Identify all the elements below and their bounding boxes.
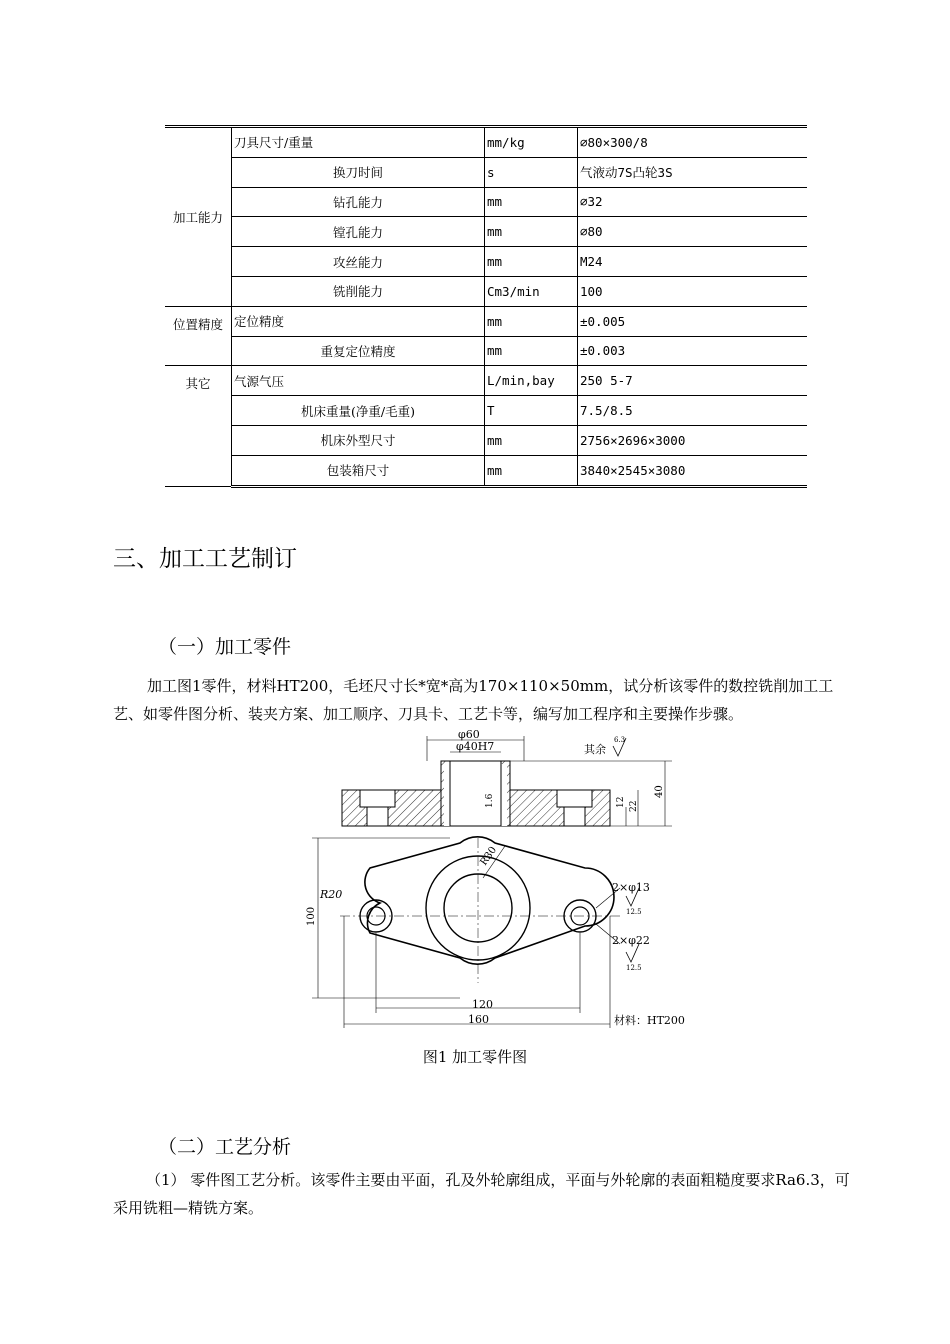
value-cell: ∅32	[578, 187, 808, 217]
dim-label: R20	[320, 888, 343, 901]
hole-right	[564, 807, 585, 826]
boss-circle	[426, 856, 530, 960]
hole-label: 2×φ22	[612, 934, 650, 947]
table-row	[165, 217, 807, 247]
hole-left	[367, 807, 388, 826]
item-cell: 刀具尺寸/重量	[232, 127, 485, 158]
analysis-paragraph: （1） 零件图工艺分析。该零件主要由平面，孔及外轮廓组成，平面与外轮廓的表面粗糙度要求Ra6.3，可采用铣粗—精铣方案。	[113, 1171, 850, 1217]
material-label: 材料：HT200	[614, 1014, 685, 1027]
dim-label: R30	[478, 844, 500, 868]
dim-label: 100	[306, 906, 317, 926]
table-row	[165, 336, 807, 366]
group-label: 加工能力	[172, 209, 223, 225]
roughness-label: 12.5	[626, 964, 642, 972]
item-cell: 攻丝能力	[232, 247, 485, 277]
group-label: 位置精度	[172, 316, 223, 332]
item-cell: 包装箱尺寸	[232, 455, 485, 486]
value-cell: 250 5-7	[578, 366, 808, 396]
item-cell: 镗孔能力	[232, 217, 485, 247]
dim-label: φ40H7	[456, 740, 495, 753]
subsection-title-part: （一）加工零件	[158, 636, 292, 658]
unit-cell: mm	[485, 306, 578, 336]
bore-hole	[450, 761, 501, 826]
group-label: 其它	[185, 376, 211, 392]
unit-cell: mm	[485, 455, 578, 486]
value-cell: M24	[578, 247, 808, 277]
item-cell: 定位精度	[232, 306, 485, 336]
unit-cell: T	[485, 396, 578, 426]
dim-label: 120	[472, 998, 493, 1011]
table-row	[165, 247, 807, 277]
figure-caption: 图1 加工零件图	[422, 1048, 528, 1066]
group-cell-other	[165, 366, 232, 486]
table-row	[165, 455, 807, 486]
unit-cell: s	[485, 157, 578, 187]
value-cell: 3840×2545×3080	[578, 455, 808, 486]
value-cell: 气液动7S凸轮3S	[578, 157, 808, 187]
value-cell: ∅80	[578, 217, 808, 247]
value-cell: ±0.003	[578, 336, 808, 366]
table-row	[165, 396, 807, 426]
value-cell: 7.5/8.5	[578, 396, 808, 426]
value-cell: ∅80×300/8	[578, 127, 808, 158]
unit-cell: mm	[485, 336, 578, 366]
roughness-label: 12.5	[626, 908, 642, 916]
unit-cell: mm	[485, 217, 578, 247]
value-cell: 100	[578, 276, 808, 306]
value-cell: ±0.005	[578, 306, 808, 336]
unit-cell: L/min,bay	[485, 366, 578, 396]
counterbore-right	[557, 790, 592, 807]
part-description-paragraph: 加工图1零件，材料HT200，毛坯尺寸长*宽*高为170×110×50mm，试分析该零件的数控铣削加工工艺、如零件图分析、装夹方案、加工顺序、刀具卡、工艺卡等，编写加工程序和主要操作步骤。	[113, 677, 834, 723]
unit-cell: Cm3/min	[485, 276, 578, 306]
item-cell: 气源气压	[232, 366, 485, 396]
table-row	[165, 366, 807, 396]
value-cell: 2756×2696×3000	[578, 425, 808, 455]
group-cell-machining	[165, 127, 232, 307]
unit-cell: mm/kg	[485, 127, 578, 158]
item-cell: 铣削能力	[232, 276, 485, 306]
roughness-label: 1.6	[485, 793, 495, 808]
dim-label: 40	[654, 785, 665, 798]
subsection-title-analysis: （二）工艺分析	[158, 1136, 292, 1158]
item-cell: 机床重量(净重/毛重)	[232, 396, 485, 426]
item-cell: 重复定位精度	[232, 336, 485, 366]
table-row	[165, 276, 807, 306]
part-drawing	[300, 728, 700, 1038]
spec-table	[165, 125, 807, 488]
unit-cell: mm	[485, 187, 578, 217]
roughness-label: 6.3	[614, 736, 626, 744]
note-label: 其余	[584, 743, 606, 756]
dim-label: 160	[468, 1013, 489, 1026]
section-title: 三、加工工艺制订	[113, 546, 297, 572]
hole-label: 2×φ13	[612, 881, 650, 894]
table-row	[165, 157, 807, 187]
table-row	[165, 187, 807, 217]
unit-cell: mm	[485, 247, 578, 277]
dim-label: 12	[616, 796, 626, 808]
item-cell: 换刀时间	[232, 157, 485, 187]
group-cell-position	[165, 306, 232, 366]
unit-cell: mm	[485, 425, 578, 455]
table-row	[165, 127, 807, 158]
table-row	[165, 306, 807, 336]
dim-label: 22	[629, 800, 639, 812]
counterbore-left	[360, 790, 395, 807]
table-row	[165, 425, 807, 455]
item-cell: 钻孔能力	[232, 187, 485, 217]
dim-label: φ60	[458, 728, 480, 741]
item-cell: 机床外型尺寸	[232, 425, 485, 455]
